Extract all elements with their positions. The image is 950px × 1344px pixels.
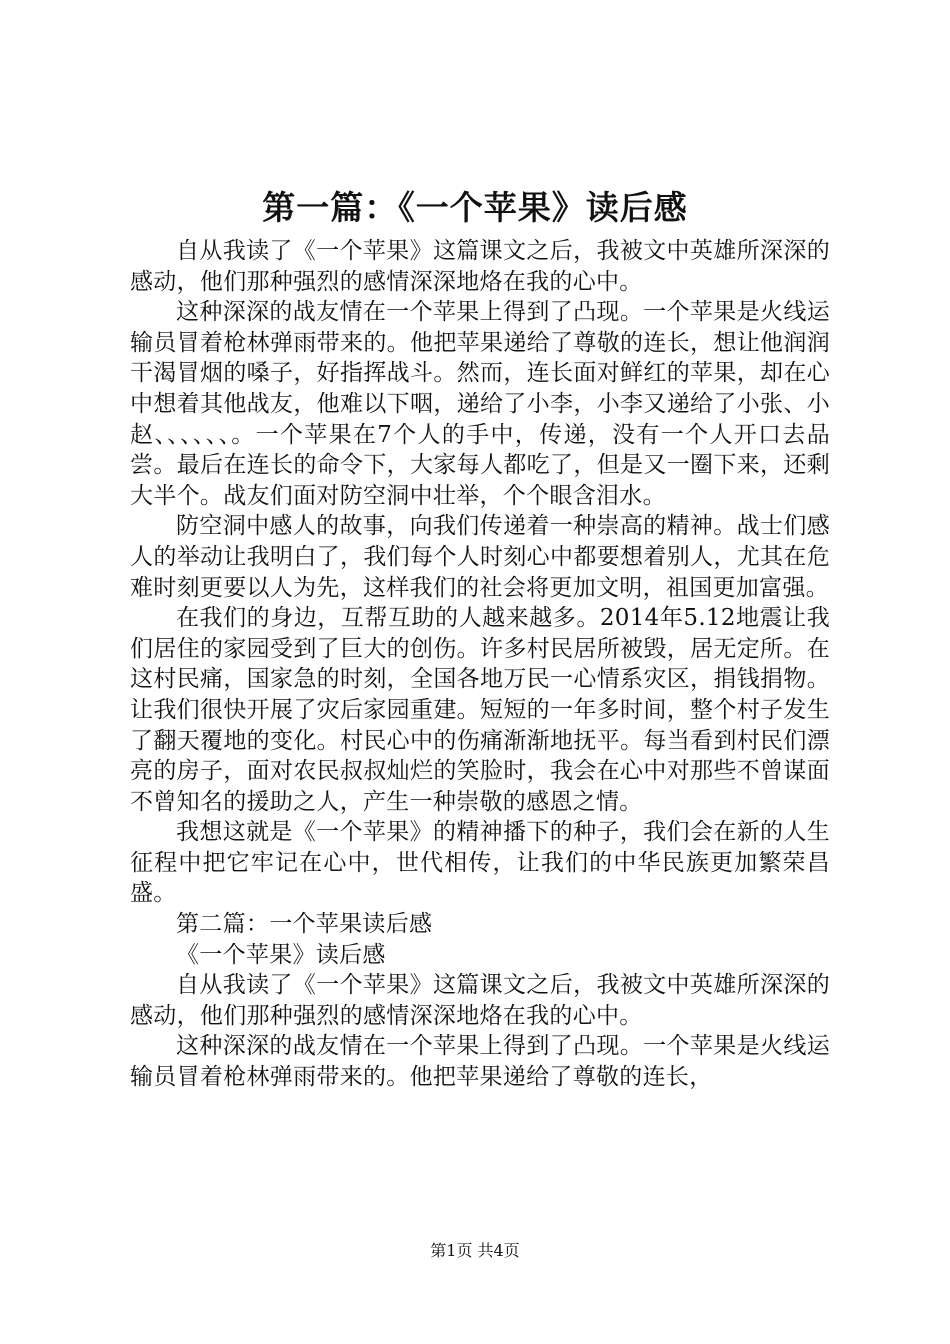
paragraph: 我想这就是《一个苹果》的精神播下的种子，我们会在新的人生征程中把它牢记在心中，世代相传，让我们的中华民族更加繁荣昌盛。 (130, 819, 830, 907)
paragraph: 在我们的身边，互帮互助的人越来越多。2014年5.12地震让我们居住的家园受到了巨大的创伤。许多村民居所被毁，居无定所。在这村民痛，国家急的时刻，全国各地万民一心情系灾区，捐钱捐物。让我们很快开展了灾后家园重建。短短的一年多时间，整个村子发生了翻天覆地的变化。村民心中的伤痛渐渐地抚平。每当看到村民们漂亮的房子，面对农民叔叔灿烂的笑脸时，我会在心中对那些不曾谋面不曾知名的援助之人，产生一种崇敬的感恩之情。 (130, 605, 830, 815)
section-subheading: 《一个苹果》读后感 (176, 941, 386, 968)
document-body (130, 236, 830, 1093)
section-heading: 第二篇：一个苹果读后感 (176, 911, 433, 938)
paragraph: 自从我读了《一个苹果》这篇课文之后，我被文中英雄所深深的感动，他们那种强烈的感情深深地烙在我的心中。 (130, 972, 830, 1029)
document-title: 第一篇：《一个苹果》读后感 (262, 188, 688, 227)
paragraph: 防空洞中感人的故事，向我们传递着一种崇高的精神。战士们感人的举动让我明白了，我们每个人时刻心中都要想着别人，尤其在危难时刻更要以人为先，这样我们的社会将更加文明，祖国更加富强。 (130, 513, 830, 601)
paragraph: 这种深深的战友情在一个苹果上得到了凸现。一个苹果是火线运输员冒着枪林弹雨带来的。他把苹果递给了尊敬的连长，想让他润润干渴冒烟的嗓子，好指挥战斗。然而，连长面对鲜红的苹果，却在心中想着其他战友，他难以下咽，递给了小李，小李又递给了小张、小赵、、、、、、。一个苹果在7个人的手中，传递，没有一个人开口去品尝。最后在连长的命令下，大家每人都吃了，但是又一圈下来，还剩大半个。战友们面对防空洞中壮举，个个眼含泪水。 (130, 299, 830, 509)
page-footer: 第1页 共4页 (430, 1241, 520, 1260)
paragraph: 自从我读了《一个苹果》这篇课文之后，我被文中英雄所深深的感动，他们那种强烈的感情深深地烙在我的心中。 (130, 238, 830, 295)
paragraph: 这种深深的战友情在一个苹果上得到了凸现。一个苹果是火线运输员冒着枪林弹雨带来的。他把苹果递给了尊敬的连长， (130, 1033, 830, 1091)
